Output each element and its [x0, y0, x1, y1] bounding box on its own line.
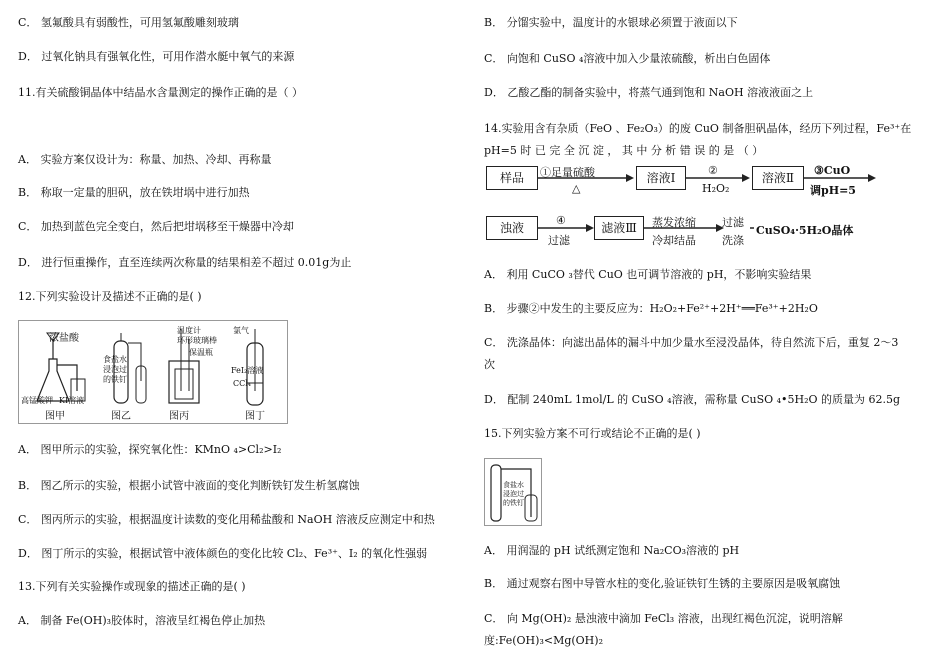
q13-option-a: A． 制备 Fe(OH)₃胶体时，溶液呈红褐色停止加热 — [18, 614, 266, 627]
label-heat: △ — [572, 182, 581, 195]
option-d-ester: D． 乙酸乙酯的制备实验中，将蒸气通到饱和 NaOH 溶液液面之上 — [484, 86, 814, 99]
q14-option-a: A． 利用 CuCO ₃替代 CuO 也可调节溶液的 pH，不影响实验结果 — [484, 268, 812, 281]
option-d-peroxide: D． 过氧化钠具有强氧化性，可用作潜水艇中氧气的来源 — [18, 50, 295, 63]
question-13: 13.下列有关实验操作或现象的描述正确的是( ) — [18, 580, 246, 593]
option-b-distill: B． 分馏实验中，温度计的水银球必须置于液面以下 — [484, 16, 738, 29]
label-step2: ② — [708, 164, 718, 177]
box-turbid: 浊液 — [486, 216, 538, 240]
caption-fig-c: 图丙 — [169, 411, 189, 422]
q11-option-a: A． 实验方案仅设计为：称量、加热、冷却、再称量 — [18, 153, 272, 166]
q14-option-c-line2: 次 — [484, 358, 495, 371]
caption-fig-a: 图甲 — [45, 411, 65, 422]
option-c-cuso4: C． 向饱和 CuSO ₄溶液中加入少量浓硫酸，析出白色固体 — [484, 52, 771, 65]
label-step1: ①足量硫酸 — [540, 166, 595, 179]
box-filtrate-3: 滤液Ⅲ — [594, 216, 644, 240]
label-filter-2: 过滤 — [722, 216, 744, 229]
question-14-line1: 14.实验用含有杂质（FeO 、Fe₂O₃）的废 CuO 制备胆矾晶体，经历下列过程，Fe³⁺在 — [484, 122, 912, 135]
q14-option-c-line1: C． 洗涤晶体：向滤出晶体的漏斗中加少量水至浸没晶体，待自然流下后，重复 2～3 — [484, 336, 899, 349]
q15-option-b: B． 通过观察右图中导管水柱的变化,验证铁钉生锈的主要原因是吸氧腐蚀 — [484, 577, 841, 590]
label-step4: ④ — [556, 214, 566, 227]
label-filter: 过滤 — [548, 234, 570, 247]
q15-option-c-line1: C． 向 Mg(OH)₂ 悬浊液中滴加 FeCl₃ 溶液，出现红褐色沉淀，说明溶解 — [484, 612, 843, 625]
label-cool: 冷却结晶 — [652, 234, 696, 247]
q15-option-c-line2: 度:Fe(OH)₃<Mg(OH)₂ — [484, 634, 603, 647]
label-ki-solution: KI溶液 — [59, 396, 85, 405]
label-thermos: 保温瓶 — [189, 348, 213, 357]
label-ccl4: CCl₄ — [233, 379, 252, 388]
label-nail-15: 食盐水浸泡过的铁钉 — [503, 481, 524, 507]
caption-fig-b: 图乙 — [111, 411, 131, 422]
label-nail: 食盐水浸泡过的铁钉 — [103, 355, 127, 384]
q12-option-a: A． 图甲所示的实验，探究氧化性：KMnO ₄>Cl₂>I₂ — [18, 443, 282, 456]
process-flowchart — [486, 164, 876, 250]
label-kmno4: 高锰酸钾 — [21, 396, 53, 405]
q11-option-c: C． 加热到蓝色完全变白，然后把坩埚移至干燥器中冷却 — [18, 220, 294, 233]
label-wash: 洗涤 — [722, 234, 744, 247]
label-thermometer: 温度计 — [177, 326, 201, 335]
q12-option-d: D． 图丁所示的实验，根据试管中液体颜色的变化比较 Cl₂、Fe³⁺、I₂ 的氧化性强弱 — [18, 547, 428, 560]
label-evaporate: 蒸发浓缩 — [652, 216, 696, 229]
box-sample: 样品 — [486, 166, 538, 190]
label-stirrer: 环形玻璃棒 — [177, 336, 217, 345]
label-fei2: FeI₂溶液 — [231, 366, 264, 375]
q11-option-b: B． 称取一定量的胆矾，放在铁坩埚中进行加热 — [18, 186, 250, 199]
label-h2o2: H₂O₂ — [702, 182, 730, 195]
q12-option-c: C． 图丙所示的实验，根据温度计读数的变化用稀盐酸和 NaOH 溶液反应测定中和热 — [18, 513, 435, 526]
q15-apparatus-figure — [484, 458, 542, 526]
q12-apparatus-figure — [18, 320, 288, 424]
q12-option-b: B． 图乙所示的实验，根据小试管中液面的变化判断铁钉发生析氢腐蚀 — [18, 479, 360, 492]
q11-option-d: D． 进行恒重操作，直至连续两次称量的结果相差不超过 0.01g为止 — [18, 256, 352, 269]
label-ph: 调pH=5 — [810, 184, 856, 197]
label-step3: ③CuO — [814, 164, 851, 177]
question-15: 15.下列实验方案不可行或结论不正确的是( ) — [484, 427, 701, 440]
question-14-line2: pH=5 时 已 完 全 沉 淀 ， 其 中 分 析 错 误 的 是 （ ） — [484, 144, 764, 157]
label-chlorine: 氯气 — [233, 326, 249, 335]
box-solution-2: 溶液Ⅱ — [752, 166, 804, 190]
q14-option-b: B． 步骤②中发生的主要反应为：H₂O₂+Fe²⁺+2H⁺══Fe³⁺+2H₂O — [484, 302, 818, 315]
q14-option-d: D． 配制 240mL 1mol/L 的 CuSO ₄溶液，需称量 CuSO ₄•5H₂O 的质量为 62.5g — [484, 393, 901, 406]
question-11: 11.有关硫酸铜晶体中结晶水含量测定的操作正确的是（ ） — [18, 86, 303, 99]
question-12: 12.下列实验设计及描述不正确的是( ) — [18, 290, 202, 303]
caption-fig-d: 图丁 — [245, 411, 265, 422]
label-product: CuSO₄·5H₂O晶体 — [756, 224, 854, 237]
q15-option-a: A． 用润湿的 pH 试纸测定饱和 Na₂CO₃溶液的 pH — [484, 544, 740, 557]
option-c-fluoride: C． 氢氟酸具有弱酸性，可用氢氟酸雕刻玻璃 — [18, 16, 239, 29]
box-solution-1: 溶液Ⅰ — [636, 166, 686, 190]
label-conc-hcl: 浓盐酸 — [49, 333, 79, 344]
